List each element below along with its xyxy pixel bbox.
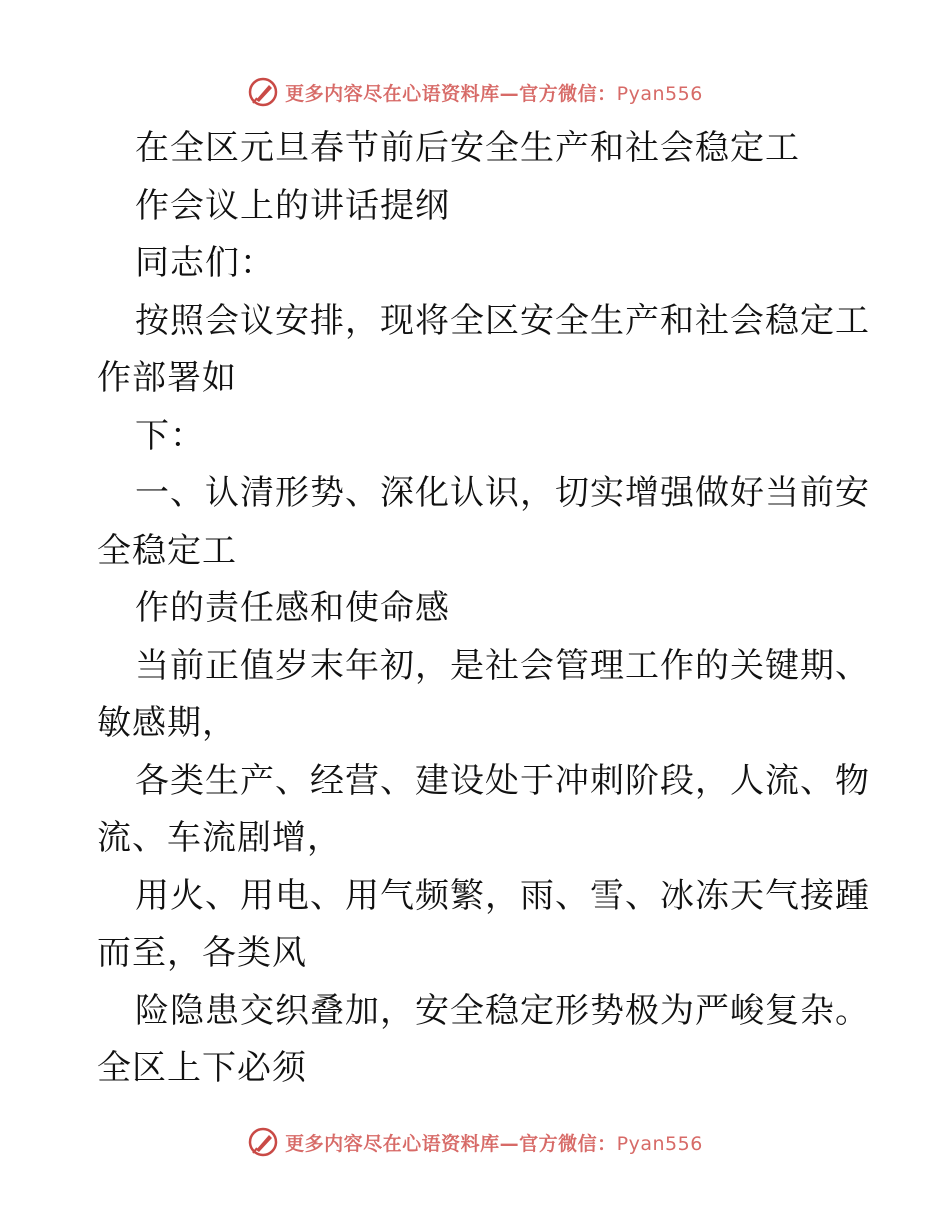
paragraph-line: 流、车流剧增， bbox=[97, 818, 342, 858]
quill-pen-logo-icon bbox=[247, 1126, 279, 1158]
section-heading-line: 作的责任感和使命感 bbox=[135, 588, 450, 628]
paragraph-line: 用火、用电、用气频繁，雨、雪、冰冻天气接踵 bbox=[135, 875, 870, 916]
paragraph-line: 险隐患交织叠加，安全稳定形势极为严峻复杂。 bbox=[135, 990, 870, 1031]
footer-banner-account: Pyan556 bbox=[616, 1132, 703, 1155]
section-heading-line: 一、认清形势、深化认识，切实增强做好当前安 bbox=[135, 473, 870, 513]
title-line-1: 在全区元旦春节前后安全生产和社会稳定工 bbox=[135, 128, 800, 168]
paragraph-line: 全区上下必须 bbox=[97, 1048, 307, 1088]
quill-pen-logo-icon bbox=[247, 76, 279, 108]
paragraph-line: 下： bbox=[135, 415, 205, 456]
paragraph-line: 当前正值岁末年初，是社会管理工作的关键期、 bbox=[135, 645, 870, 686]
header-banner-text: 更多内容尽在心语资料库—官方微信： bbox=[285, 82, 617, 105]
paragraph-line: 而至，各类风 bbox=[97, 933, 307, 973]
footer-banner-text: 更多内容尽在心语资料库—官方微信： bbox=[285, 1132, 617, 1155]
paragraph-line: 作部署如 bbox=[97, 358, 237, 398]
footer-banner bbox=[0, 1120, 950, 1164]
title-line-2: 作会议上的讲话提纲 bbox=[135, 185, 450, 226]
paragraph-line: 敏感期， bbox=[97, 703, 237, 743]
section-heading-line: 全稳定工 bbox=[97, 530, 237, 571]
paragraph-line: 各类生产、经营、建设处于冲刺阶段，人流、物 bbox=[135, 760, 870, 801]
document-body bbox=[97, 120, 870, 1098]
header-banner-account: Pyan556 bbox=[616, 82, 703, 105]
header-banner bbox=[0, 70, 950, 114]
paragraph-line: 按照会议安排，现将全区安全生产和社会稳定工 bbox=[135, 300, 870, 341]
salutation: 同志们： bbox=[135, 243, 275, 283]
